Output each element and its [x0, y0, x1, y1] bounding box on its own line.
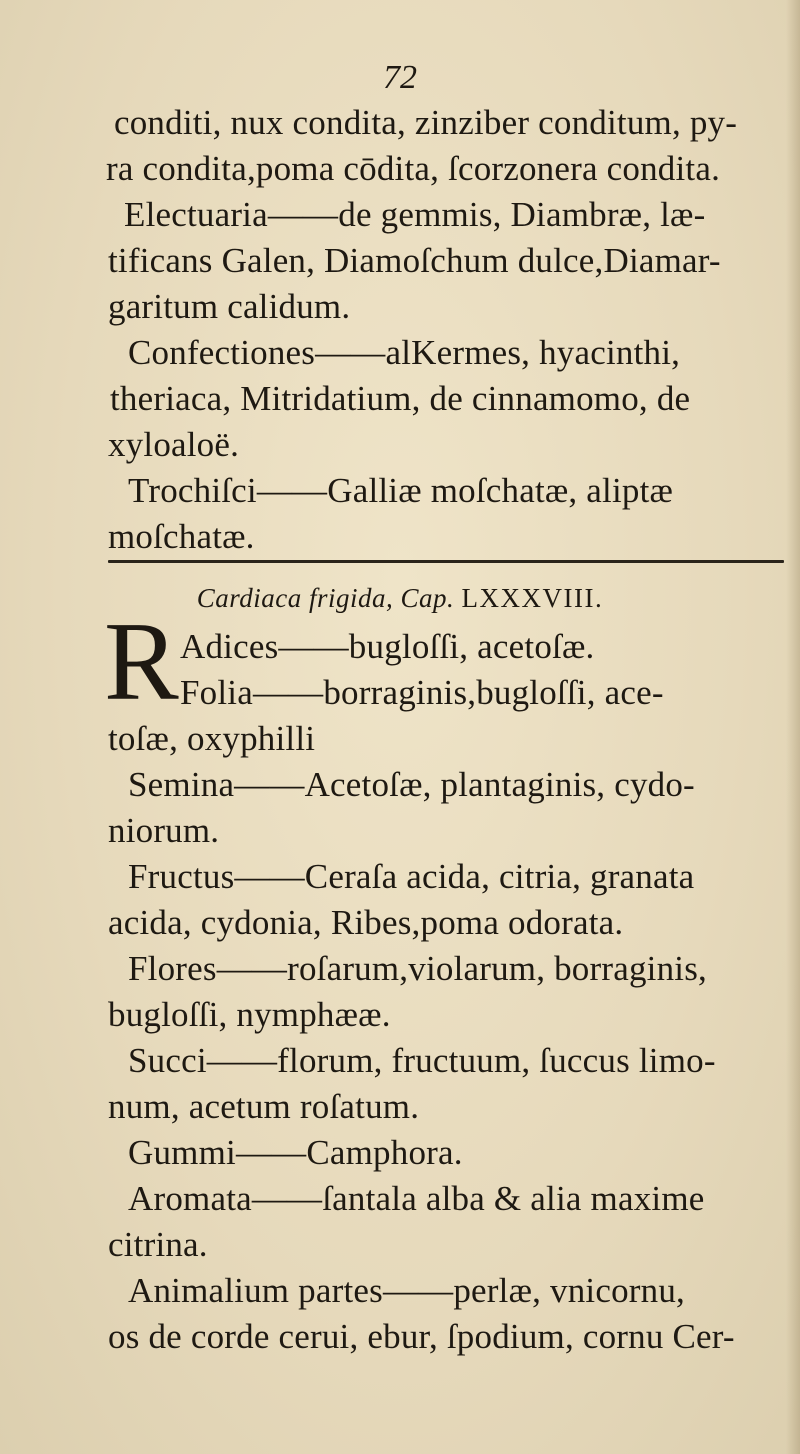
text-line: acida, cydonia, Ribes,poma odorata.: [108, 903, 624, 942]
text-line: theriaca, Mitridatium, de cinnamomo, de: [110, 379, 691, 418]
chapter-title: Cardiaca frigida, Cap.: [196, 583, 455, 613]
text-line: moſchatæ.: [108, 517, 255, 556]
text-line: Adices——bugloſſi, acetoſæ.: [180, 627, 595, 666]
text-line: niorum.: [108, 811, 220, 850]
text-line: conditi, nux condita, zinziber conditum, py-: [114, 103, 738, 142]
text-line: Animalium partes——perlæ, vnicornu,: [128, 1271, 685, 1310]
text-line: citrina.: [108, 1225, 208, 1264]
chapter-number: LXXXVIII.: [461, 583, 604, 613]
text-line: os de corde cerui, ebur, ſpodium, cornu Cer-: [108, 1317, 735, 1356]
text-line: garitum calidum.: [108, 287, 351, 326]
text-line: Succi——florum, fructuum, ſuccus limo-: [128, 1041, 716, 1080]
text-line: ra condita,poma cōdita, ſcorzonera condita.: [106, 149, 721, 188]
text-line: num, acetum roſatum.: [108, 1087, 420, 1126]
section-divider: [108, 560, 784, 563]
page-edge-shadow: [786, 0, 800, 1454]
text-line: tificans Galen, Diamoſchum dulce,Diamar-: [108, 241, 721, 280]
text-line: Confectiones——alKermes, hyacinthi,: [128, 333, 681, 372]
text-line: Semina——Acetoſæ, plantaginis, cydo-: [128, 765, 695, 804]
text-line: toſæ, oxyphilli: [108, 719, 316, 758]
text-line: xyloaloë.: [108, 425, 240, 464]
text-line: Aromata——ſantala alba & alia maxime: [128, 1179, 705, 1218]
text-line: Trochiſci——Galliæ moſchatæ, aliptæ: [128, 471, 674, 510]
text-line: Fructus——Ceraſa acida, citria, granata: [128, 857, 695, 896]
text-line: Flores——roſarum,violarum, borraginis,: [128, 949, 707, 988]
text-line: bugloſſi, nymphææ.: [108, 995, 391, 1034]
text-line: Folia——borraginis,bugloſſi, ace-: [180, 673, 664, 712]
drop-cap: R: [104, 600, 179, 724]
page-number: 72: [383, 59, 417, 96]
text-line: Electuaria——de gemmis, Diambræ, læ-: [124, 195, 706, 234]
text-line: Gummi——Camphora.: [128, 1133, 463, 1172]
